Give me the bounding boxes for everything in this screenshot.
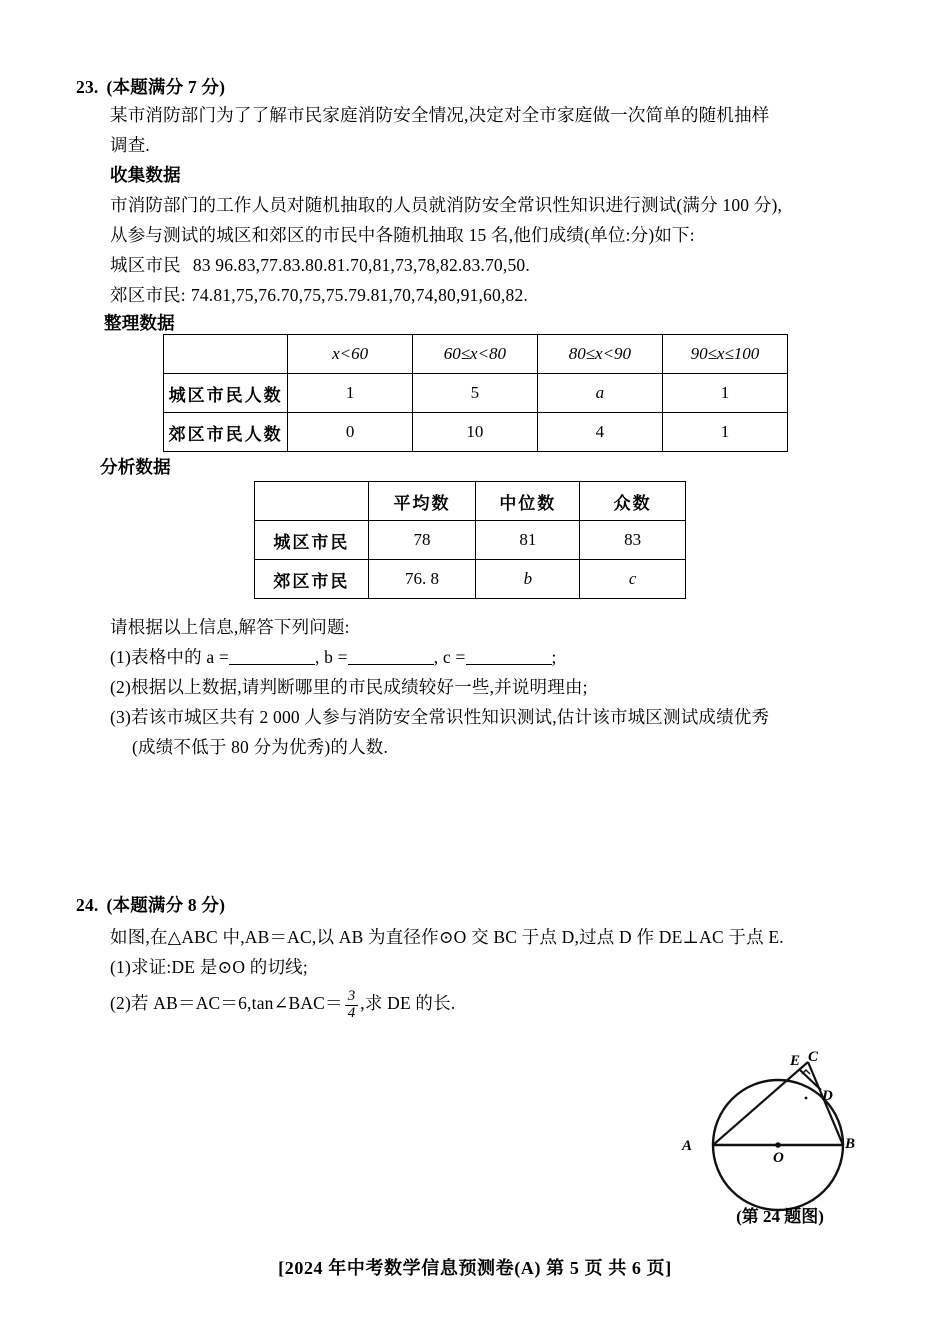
question-23-sub-3-line-1: (3)若该市城区共有 2 000 人参与消防安全常识性知识测试,估计该市城区测试成绩优秀 [110, 707, 770, 727]
stat-cell-urban-median: 81 [476, 521, 580, 560]
collect-line-1: 市消防部门的工作人员对随机抽取的人员就消防安全常识性知识进行测试(满分 100 分), [110, 195, 783, 215]
question-24-sub-1: (1)求证:DE 是⊙O 的切线; [110, 957, 308, 977]
table-row [255, 560, 686, 599]
sub1-mid-c: , c = [433, 647, 466, 667]
table-row [164, 413, 788, 452]
table-row [164, 374, 788, 413]
question-23-number-line [76, 72, 225, 102]
figure-question-24 [682, 1049, 870, 1220]
question-23-sub-2: (2)根据以上数据,请判断哪里的市民成绩较好一些,并说明理由; [110, 677, 588, 697]
answer-blank-b[interactable] [348, 649, 434, 665]
stat-cell-urban-mean: 78 [368, 521, 476, 560]
center-point-o [775, 1142, 781, 1148]
label-d: D [822, 1088, 833, 1104]
section-organize-data: 整理数据 [104, 313, 175, 333]
sub2-suffix: ,求 DE 的长. [360, 993, 456, 1013]
suburb-data-values: 74.81,75,76.70,75,75.79.81,70,74,80,91,60,82. [190, 285, 528, 305]
label-c: C [808, 1049, 819, 1065]
question-24-number-line [76, 890, 225, 920]
cell-urban-r1c2: 5 [412, 374, 537, 413]
question-23-prompt: 请根据以上信息,解答下列问题: [110, 617, 350, 637]
question-24-stem: 如图,在△ABC 中,AB＝AC,以 AB 为直径作⊙O 交 BC 于点 D,过点 D 作 DE⊥AC 于点 E. [110, 927, 784, 947]
question-24-score-note: (本题满分 8 分) [106, 895, 226, 915]
stat-cell-urban-mode: 83 [580, 521, 686, 560]
urban-data-line [110, 250, 530, 280]
circle-geometry-svg [690, 1050, 870, 1220]
header-cell-blank [164, 335, 288, 374]
stat-header-mean: 平均数 [368, 482, 476, 521]
stat-header-blank [255, 482, 369, 521]
suburb-data-line [110, 280, 528, 310]
cell-suburb-r2c1: 0 [288, 413, 413, 452]
urban-data-label: 城区市民 [110, 255, 181, 275]
cell-urban-r1c4: 1 [662, 374, 787, 413]
cell-urban-r1c1: 1 [288, 374, 413, 413]
stat-header-mode: 众数 [580, 482, 686, 521]
stat-row-label-suburb: 郊区市民 [255, 560, 369, 599]
header-cell-range-2: 60≤x<80 [412, 335, 537, 374]
question-24-number: 24. [76, 895, 99, 915]
question-23-sub-1 [110, 642, 557, 672]
answer-blank-c[interactable] [466, 649, 552, 665]
label-o: O [773, 1150, 784, 1166]
section-collect-data: 收集数据 [110, 165, 181, 185]
fraction-numerator: 3 [347, 988, 356, 1005]
distribution-table-wrapper [163, 334, 788, 452]
sub1-mid-b: , b = [315, 647, 348, 667]
question-23-intro-line-2: 调查. [110, 135, 150, 155]
answer-blank-a[interactable] [229, 649, 315, 665]
statistics-table [254, 481, 686, 599]
collect-line-2: 从参与测试的城区和郊区的市民中各随机抽取 15 名,他们成绩(单位:分)如下: [110, 225, 695, 245]
sub2-prefix: (2)若 AB＝AC＝6,tan∠BAC＝ [110, 993, 343, 1013]
label-a: A [682, 1138, 693, 1154]
question-23-intro-line-1: 某市消防部门为了了解市民家庭消防安全情况,决定对全市家庭做一次简单的随机抽样 [110, 105, 770, 125]
question-24-sub-2 [110, 988, 455, 1023]
cell-suburb-r2c3: 4 [537, 413, 662, 452]
cell-suburb-r2c4: 1 [662, 413, 787, 452]
sub1-prefix: (1)表格中的 a = [110, 647, 229, 667]
figure-24-caption: (第 24 题图) [736, 1207, 824, 1226]
page-footer: [2024 年中考数学信息预测卷(A) 第 5 页 共 6 页] [278, 1258, 672, 1278]
stat-row-label-urban: 城区市民 [255, 521, 369, 560]
label-b: B [845, 1136, 856, 1152]
fraction-three-quarters [345, 989, 359, 1022]
distribution-table [163, 334, 788, 452]
stat-cell-suburb-mean: 76. 8 [368, 560, 476, 599]
question-23-sub-3-line-2: (成绩不低于 80 分为优秀)的人数. [132, 737, 389, 757]
right-angle-mark-e [802, 1070, 810, 1074]
header-cell-range-4: 90≤x≤100 [662, 335, 787, 374]
stat-header-median: 中位数 [476, 482, 580, 521]
question-23-score-note: (本题满分 7 分) [106, 77, 226, 97]
fraction-denominator: 4 [345, 1005, 359, 1022]
table-header-row [164, 335, 788, 374]
row-label-suburb-count: 郊区市民人数 [164, 413, 288, 452]
suburb-data-label: 郊区市民: [110, 285, 186, 305]
cell-suburb-r2c2: 10 [412, 413, 537, 452]
stat-cell-suburb-mode: c [580, 560, 686, 599]
angle-dot-d [805, 1097, 808, 1100]
cell-urban-r1c3: a [537, 374, 662, 413]
section-analyze-data: 分析数据 [100, 457, 171, 477]
row-label-urban-count: 城区市民人数 [164, 374, 288, 413]
table-header-row [255, 482, 686, 521]
stat-cell-suburb-median: b [476, 560, 580, 599]
question-23-number: 23. [76, 77, 99, 97]
header-cell-range-3: 80≤x<90 [537, 335, 662, 374]
label-e: E [790, 1053, 801, 1069]
sub1-suffix: ; [551, 647, 557, 667]
statistics-table-wrapper [254, 481, 686, 599]
table-row [255, 521, 686, 560]
urban-data-values: 83 96.83,77.83.80.81.70,81,73,78,82.83.70,50. [192, 255, 530, 275]
header-cell-range-1: x<60 [288, 335, 413, 374]
